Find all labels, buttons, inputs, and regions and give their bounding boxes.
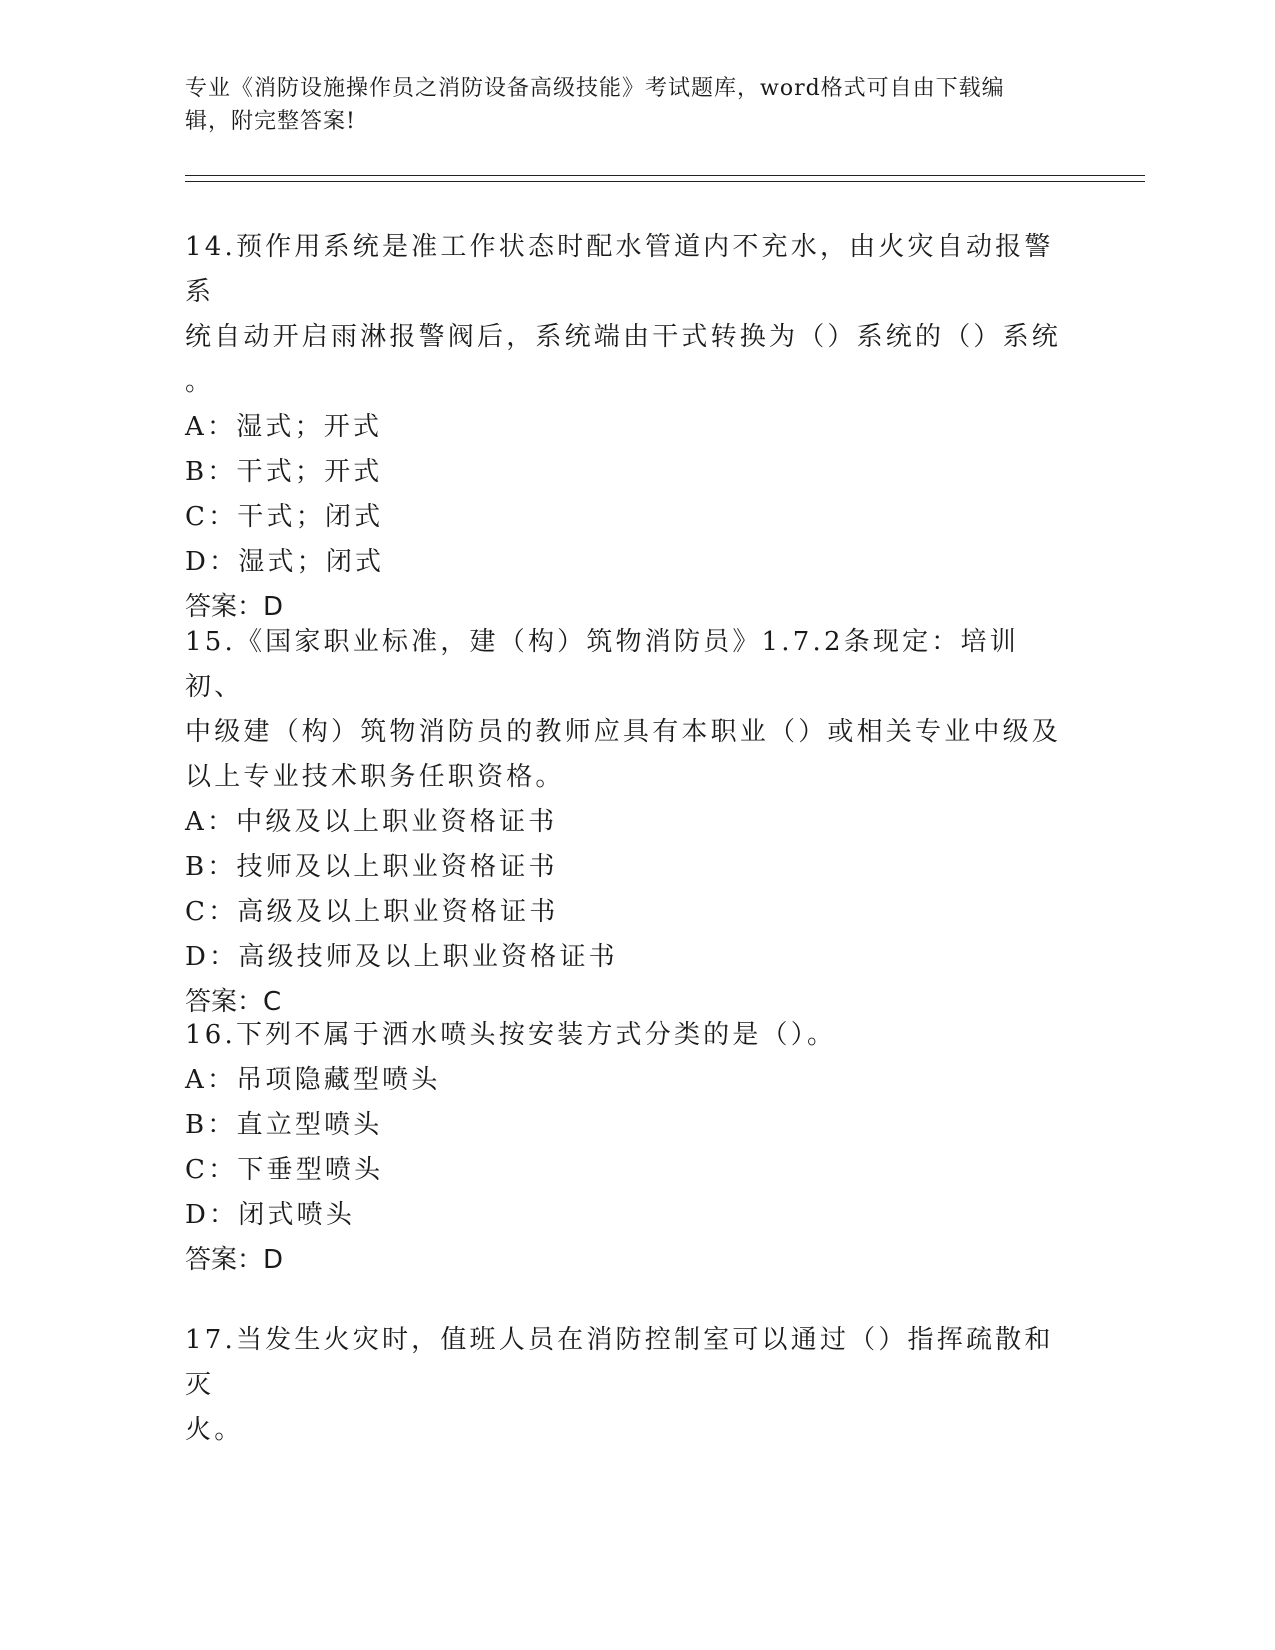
option-b: B：直立型喷头 — [185, 1110, 383, 1140]
answer: 答案：D — [185, 1245, 284, 1275]
question-line: 统自动开启雨淋报警阀后，系统端由干式转换为（）系统的（）系统 — [185, 322, 1062, 352]
option-b: B：干式；开式 — [185, 457, 383, 487]
option-a: A：吊项隐藏型喷头 — [185, 1065, 441, 1095]
question-text — [185, 620, 1065, 800]
question-line: 16.下列不属于洒水喷头按安装方式分类的是（）。 — [185, 1020, 837, 1050]
question-15 — [185, 620, 1065, 1025]
document-header — [185, 72, 1065, 138]
question-14 — [185, 225, 1065, 630]
option-d: D：高级技师及以上职业资格证书 — [185, 942, 618, 972]
question-line: 15.《国家职业标准，建（构）筑物消防员》1.7.2条现定：培训初、 — [185, 627, 1019, 702]
question-text — [185, 1318, 1065, 1453]
header-divider-bottom — [185, 181, 1145, 182]
option-c: C：干式；闭式 — [185, 502, 384, 532]
question-line: 以上专业技术职务任职资格。 — [185, 762, 565, 792]
header-line-2: 辑，附完整答案! — [185, 109, 356, 134]
question-line: 中级建（构）筑物消防员的教师应具有本职业（）或相关专业中级及 — [185, 717, 1062, 747]
header-divider-top — [185, 175, 1145, 176]
question-line: 火。 — [185, 1415, 244, 1445]
question-text — [185, 1013, 1065, 1058]
question-line: 。 — [185, 367, 215, 397]
option-a: A：湿式；开式 — [185, 412, 383, 442]
question-text — [185, 225, 1065, 405]
answer: 答案：D — [185, 592, 284, 622]
question-line: 17.当发生火灾时，值班人员在消防控制室可以通过（）指挥疏散和灭 — [185, 1325, 1054, 1400]
option-d: D：闭式喷头 — [185, 1200, 356, 1230]
option-c: C：下垂型喷头 — [185, 1155, 384, 1185]
option-a: A：中级及以上职业资格证书 — [185, 807, 558, 837]
question-16 — [185, 1013, 1065, 1283]
question-17 — [185, 1318, 1065, 1453]
answer: 答案：C — [185, 987, 282, 1017]
question-line: 14.预作用系统是准工作状态时配水管道内不充水，由火灾自动报警系 — [185, 232, 1054, 307]
option-d: D：湿式；闭式 — [185, 547, 385, 577]
header-line-1: 专业《消防设施操作员之消防设备高级技能》考试题库，word格式可自由下载编 — [185, 76, 1005, 101]
option-c: C：高级及以上职业资格证书 — [185, 897, 559, 927]
option-b: B：技师及以上职业资格证书 — [185, 852, 558, 882]
